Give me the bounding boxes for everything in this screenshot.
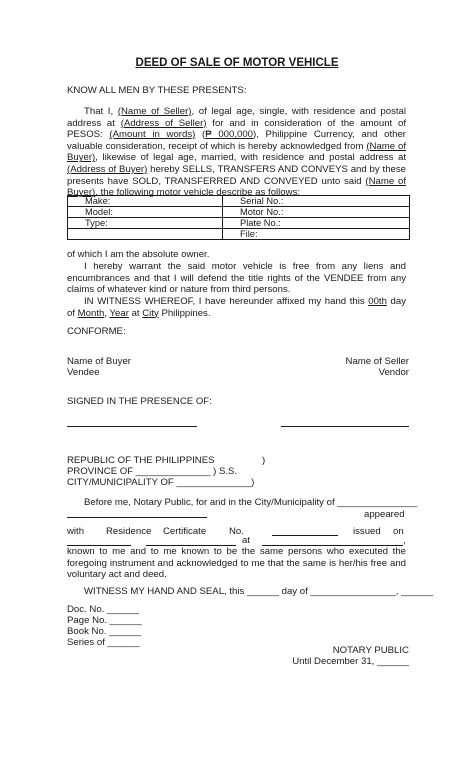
file-cell: File: [223, 229, 410, 240]
notary-intro: Before me, Notary Public, for and in the City/Municipality of _______________ [84, 497, 418, 508]
conforme-label: CONFORME: [67, 326, 126, 337]
city-municipality-line: CITY/MUNICIPALITY OF ______________) [67, 477, 255, 488]
republic-line: REPUBLIC OF THE PHILIPPINES [67, 455, 215, 466]
province-line: PROVINCE OF ______________ ) S.S. [67, 466, 238, 477]
with-word: with [67, 526, 85, 537]
page-no: Page No. ______ [67, 615, 142, 626]
serial-no-cell: Serial No.: [223, 196, 410, 207]
buyer-name-field-2: (Name of Buyer) [67, 175, 407, 199]
document-title: DEED OF SALE OF MOTOR VEHICLE [135, 57, 339, 69]
city-field: City [142, 307, 159, 319]
seller-address-field: (Address of Seller) [120, 117, 207, 129]
table-row [68, 218, 410, 229]
comma: , [403, 535, 406, 546]
book-no: Book No. ______ [67, 626, 142, 637]
hand-seal-line: WITNESS MY HAND AND SEAL, this ______ day of ________________, ______ [84, 586, 434, 597]
plate-no-cell: Plate No.: [223, 218, 410, 229]
commission-until: Until December 31, ______ [292, 656, 409, 667]
buyer-address-field: (Address of Buyer) [67, 163, 148, 175]
notary-public-label: NOTARY PUBLIC [332, 645, 409, 656]
amount-number-field: ₱ 000,000 [205, 129, 253, 141]
buyer-name-field: (Name of Buyer) [67, 140, 406, 164]
amount-words-field: (Amount in words) [109, 129, 196, 141]
buyer-signature-name: Name of Buyer [67, 356, 131, 367]
model-cell: Model: [68, 207, 223, 218]
witness-paragraph: IN WITNESS WHEREOF, I have hereunder affixed my hand this 00th day of Month, Year at City Philippines. [67, 296, 407, 319]
vendee-label: Vendee [67, 367, 100, 378]
empty-cell [68, 229, 223, 240]
motor-no-cell: Motor No.: [223, 207, 410, 218]
table-row [68, 196, 410, 207]
certificate-no-line [272, 535, 338, 536]
month-field: Month [77, 307, 105, 319]
appeared-word: appeared [364, 509, 405, 520]
residence-word: Residence [106, 526, 152, 537]
day-field: 00th [368, 296, 387, 307]
type-cell: Type: [68, 218, 223, 229]
certificate-word: Certificate [163, 526, 207, 537]
vendor-label: Vendor [378, 367, 409, 378]
no-word: No. [229, 526, 244, 537]
doc-no: Doc. No. ______ [67, 604, 139, 615]
on-word: on [393, 526, 404, 537]
intro-heading: KNOW ALL MEN BY THESE PRESENTS: [67, 85, 247, 96]
year-field: Year [109, 307, 129, 319]
signed-presence-label: SIGNED IN THE PRESENCE OF: [67, 396, 212, 407]
warranty-paragraph: I hereby warrant the said motor vehicle is free from any liens and encumbrances and that I will defend the title rights of the VENDEE from any claims of whatever kind or nature from third persons. [67, 261, 406, 296]
issued-word: issued [353, 526, 381, 537]
witness-signature-line-1 [67, 426, 197, 427]
make-cell: Make: [68, 196, 223, 207]
table-row [68, 207, 410, 218]
appeared-name-line [67, 517, 207, 518]
acknowledgment-paragraph: known to me and to me known to be the same persons who executed the foregoing instrument and acknowledged to me that the same is her/his free and voluntary act and deed. [67, 546, 406, 581]
witness-signature-line-2 [281, 426, 409, 427]
consideration-paragraph: That I, (Name of Seller), of legal age, single, with residence and postal address at (Address of Seller) for and in consideration of the amount of PESOS: (Amount in words) (₱ 000,000), Philippine Currency, and other valuable consideration, receipt of which is hereby acknowledged from (Name of Buyer), likewise of legal age, married, with residence and postal address at (Address of Buyer) hereby SELLS, TRANSFERS AND CONVEYS and by these presents have SOLD, TRANSFERRED AND CONVEYED unto said (Name of Buyer), the following motor vehicle describe as follows: [67, 106, 407, 199]
republic-paren: ) [262, 455, 266, 466]
owner-statement: of which I am the absolute owner. [67, 249, 210, 260]
seller-name-field: (Name of Seller) [117, 106, 192, 117]
seller-signature-name: Name of Seller [345, 356, 409, 367]
table-row [68, 229, 410, 240]
p1-text: That I, [84, 106, 118, 117]
at-word: at [242, 535, 251, 546]
series-of: Series of ______ [67, 637, 140, 648]
vehicle-details-table [67, 195, 410, 240]
